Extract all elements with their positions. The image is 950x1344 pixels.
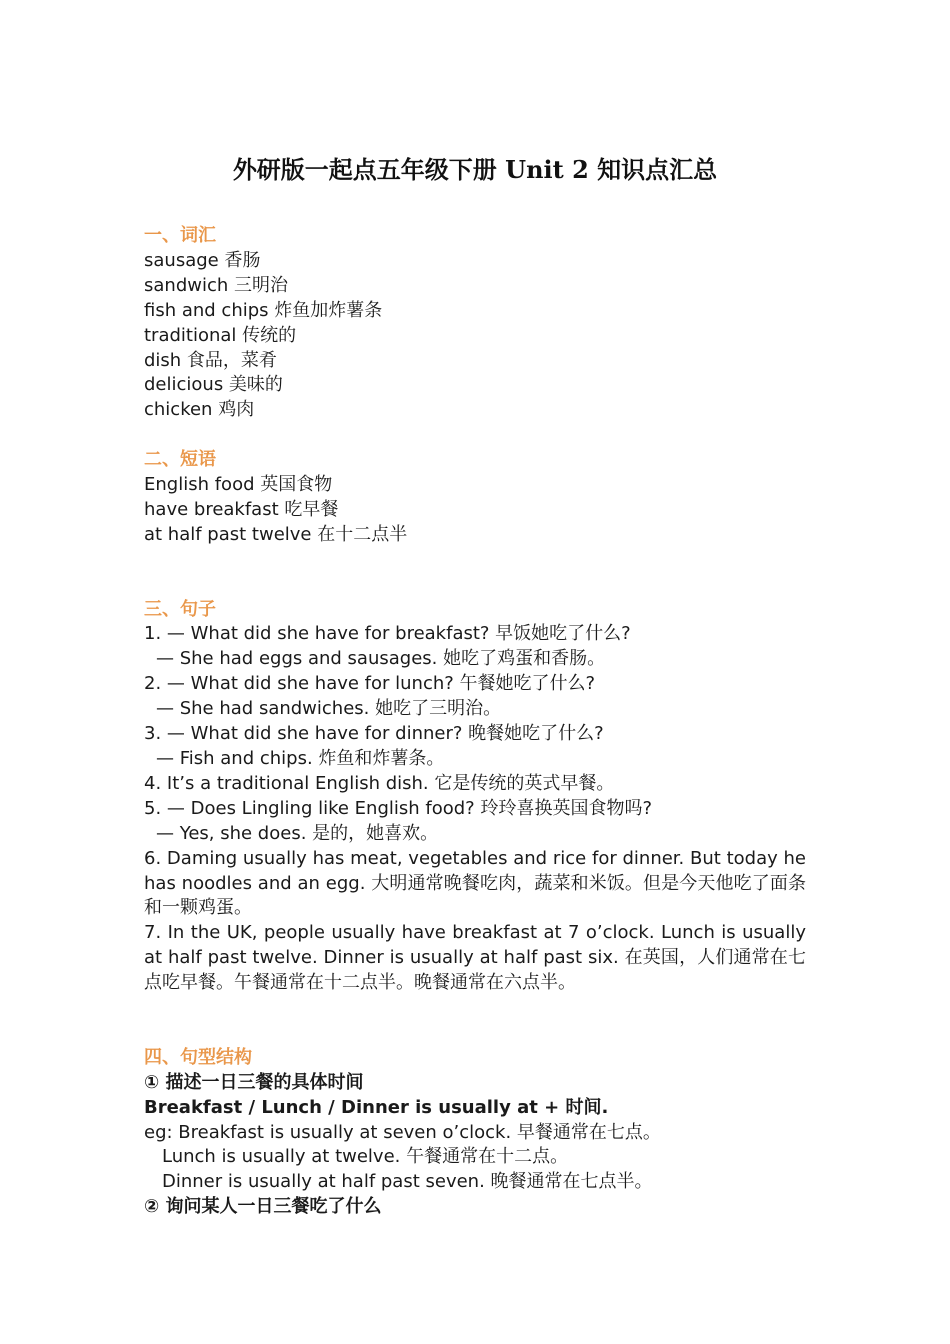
sentence-answer: — Yes, she does. 是的，她喜欢。 [156,822,439,844]
phrase-item: English food 英国食物 [144,474,333,496]
structure-pattern: Breakfast / Lunch / Dinner is usually at + 时间. [144,1096,609,1118]
section-heading-sentences: 三、句子 [144,598,216,620]
sentence-paragraph: 6. Daming usually has meat, vegetables and rice for dinner. But today he has noodles and an egg. 大明通常晚餐吃肉，蔬菜和米饭。但是今天他吃了面条和一颗鸡蛋。 [144,847,806,919]
sentence-answer: — She had eggs and sausages. 她吃了鸡蛋和香肠。 [156,648,606,670]
vocab-item: dish 食品，菜肴 [144,349,277,371]
spacer [144,423,806,448]
example-line: Lunch is usually at twelve. 午餐通常在十二点。 [162,1146,569,1168]
sentence-paragraph: 7. In the UK, people usually have breakfast at 7 o’clock. Lunch is usually at half past twelve. Dinner is usually at half past six. 在英国，人们通常在七点吃早餐。午餐通常在十二点半。晚餐通常在六点半。 [144,922,806,994]
section-heading-vocab: 一、词汇 [144,225,216,246]
sentence-question: 2. — What did she have for lunch? 午餐她吃了什么? [144,673,596,695]
vocab-item: traditional 传统的 [144,324,297,346]
vocab-item: delicious 美味的 [144,374,283,396]
page-title: 外研版一起点五年级下册 Unit 2 知识点汇总 [232,155,718,184]
sentence-item: 4. It’s a traditional English dish. 它是传统的英式早餐。 [144,772,615,794]
structures-section [144,1046,806,1220]
spacer [144,996,806,1046]
section-heading-phrases: 二、短语 [144,449,216,471]
vocab-item: sandwich 三明治 [144,274,288,296]
section-heading-structures: 四、句型结构 [144,1046,252,1068]
sentence-answer: — Fish and chips. 炸鱼和炸薯条。 [156,748,445,769]
spacer [144,548,806,598]
structure-subheading: ② 询问某人一日三餐吃了什么 [144,1196,382,1218]
vocab-section [144,224,806,423]
phrase-item: at half past twelve 在十二点半 [144,523,408,545]
sentences-section [144,598,806,997]
sentence-question: 5. — Does Lingling like English food? 玲玲喜换英国食物吗? [144,797,652,819]
sentence-answer: — She had sandwiches. 她吃了三明治。 [156,698,502,720]
phrase-item: have breakfast 吃早餐 [144,498,339,520]
vocab-item: chicken 鸡肉 [144,399,255,421]
vocab-item: fish and chips 炸鱼加炸薯条 [144,299,383,321]
document-body [144,224,806,1220]
vocab-item: sausage 香肠 [144,249,261,271]
example-line: Dinner is usually at half past seven. 晚餐通常在七点半。 [162,1171,653,1193]
example-line: eg: Breakfast is usually at seven o’clock. 早餐通常在七点。 [144,1121,661,1143]
sentence-question: 1. — What did she have for breakfast? 早饭她吃了什么? [144,623,631,645]
sentence-question: 3. — What did she have for dinner? 晚餐她吃了什么? [144,723,604,745]
phrases-section [144,448,806,548]
structure-subheading: ① 描述一日三餐的具体时间 [144,1071,364,1093]
